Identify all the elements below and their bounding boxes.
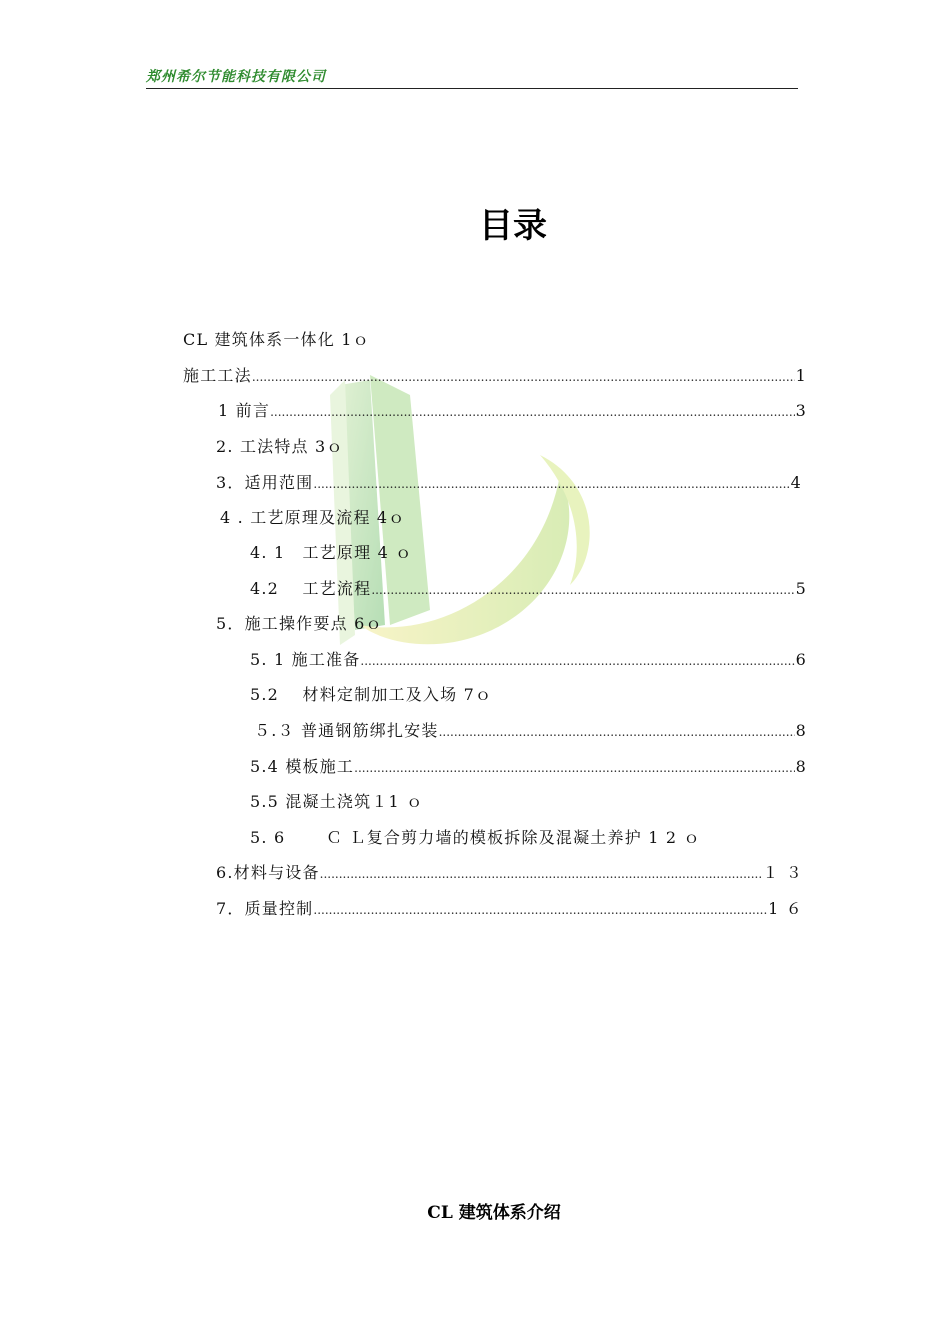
- toc-page-number: 6: [795, 650, 807, 669]
- toc-entry-label: 3．适用范围: [216, 473, 314, 492]
- toc-page-number: １ ３: [762, 863, 803, 882]
- toc-entry[interactable]: [250, 683, 492, 707]
- toc-dot-leader: [371, 578, 794, 602]
- toc-entry-label: 7．质量控制: [216, 899, 314, 918]
- toc-entry[interactable]: [218, 399, 807, 423]
- toc-entry-label: 4 . 工艺原理及流程 4ｏ: [220, 508, 406, 527]
- toc-entry[interactable]: [216, 435, 344, 459]
- toc-entry[interactable]: [250, 790, 423, 814]
- toc-page-number: 8: [795, 721, 807, 740]
- toc-entry-label: 5．施工操作要点 6ｏ: [216, 614, 383, 633]
- toc-dot-leader: [313, 898, 767, 922]
- toc-entry-label: ５.３ 普通钢筋绑扎安装: [254, 721, 439, 740]
- toc-dot-leader: [320, 862, 762, 886]
- toc-dot-leader: [439, 720, 795, 744]
- toc-page-number: 8: [795, 757, 807, 776]
- toc-entry-label: 2. 工法特点 3ｏ: [216, 437, 344, 456]
- toc-dot-leader: [354, 756, 794, 780]
- section-heading: CL 建筑体系介绍: [427, 1203, 561, 1223]
- toc-page-number: 1: [795, 366, 807, 385]
- toc-entry-label: 5.4 模板施工: [250, 757, 355, 776]
- toc-entry-label: 4.2 工艺流程: [250, 579, 372, 598]
- document-title: 目录: [479, 206, 547, 246]
- toc-entry-label: 4. 1 工艺原理 4 ｏ: [250, 543, 413, 562]
- toc-page-number: 1 ６: [768, 899, 803, 918]
- toc-entry[interactable]: [216, 861, 803, 885]
- toc-entry[interactable]: [254, 719, 807, 743]
- toc-entry[interactable]: [216, 612, 383, 636]
- toc-entry[interactable]: [216, 471, 802, 495]
- toc-entry[interactable]: [250, 755, 807, 779]
- toc-entry-label: 5.5 混凝土浇筑１1 ｏ: [250, 792, 424, 811]
- toc-entry[interactable]: [250, 648, 807, 672]
- toc-entry-label: 5. 1 施工准备: [250, 650, 361, 669]
- toc-entry[interactable]: [183, 364, 807, 388]
- toc-entry[interactable]: [250, 826, 701, 850]
- toc-entry[interactable]: [250, 541, 412, 565]
- toc-dot-leader: [313, 472, 789, 496]
- toc-entry-label: 5.2 材料定制加工及入场 7ｏ: [250, 685, 493, 704]
- toc-entry-label: 6.材料与设备: [216, 863, 320, 882]
- toc-entry-label: 施工工法: [183, 366, 252, 385]
- toc-entry-label: 1 前言: [218, 401, 271, 420]
- toc-entry-label: 5. 6 Ｃ Ｌ复合剪力墙的模板拆除及混凝土养护 1 2 ｏ: [250, 828, 701, 847]
- toc-entry[interactable]: [183, 328, 370, 352]
- toc-entry[interactable]: [216, 897, 803, 921]
- header-rule: [146, 88, 798, 89]
- toc-dot-leader: [270, 400, 795, 424]
- toc-dot-leader: [360, 649, 794, 673]
- toc-entry-label: CL 建筑体系一体化 1ｏ: [183, 330, 370, 349]
- header-company-name: 郑州希尔节能科技有限公司: [146, 69, 326, 85]
- toc-page-number: 3: [795, 401, 807, 420]
- toc-dot-leader: [252, 365, 795, 389]
- toc-page-number: 5: [795, 579, 807, 598]
- toc-entry[interactable]: [220, 506, 406, 530]
- toc-page-number: 4: [790, 473, 802, 492]
- toc-entry[interactable]: [250, 577, 807, 601]
